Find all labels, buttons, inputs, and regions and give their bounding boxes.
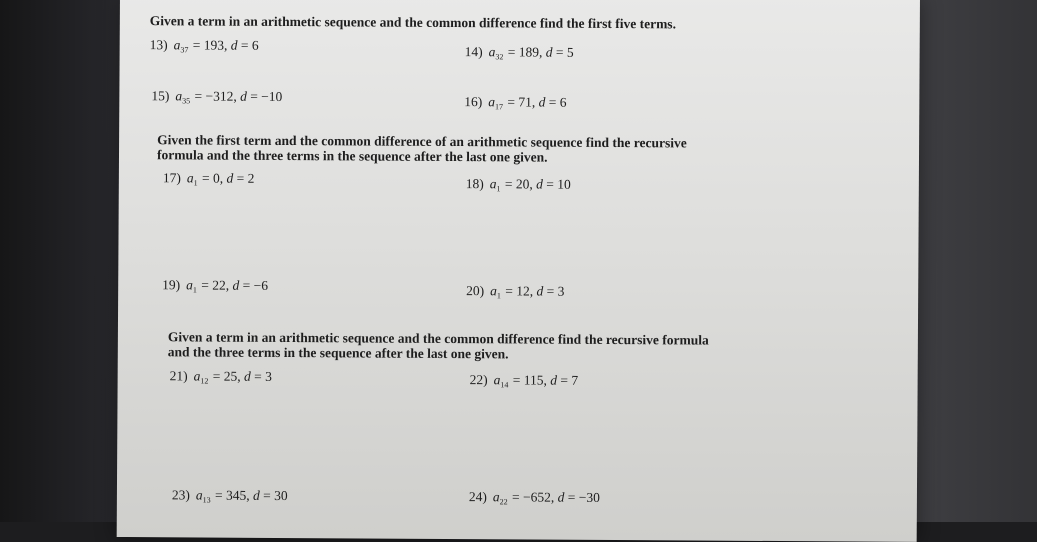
problem-number: 16) xyxy=(464,94,483,110)
problem-number: 21) xyxy=(169,368,188,384)
problem-14: 14) $a_{32} = 189$, d = 5 xyxy=(464,44,574,62)
problem-18: 18) $a_1 = 20$, d = 10 xyxy=(465,176,571,194)
problem-number: 19) xyxy=(162,277,181,293)
problem-19: 19) $a_1 = 22$, d = −6 xyxy=(162,277,269,295)
problem-16: 16) $a_{17} = 71$, d = 6 xyxy=(464,94,567,112)
problem-15: 15) $a_{35} = -312$, d = −10 xyxy=(151,88,283,106)
section-3-instruction: Given a term in an arithmetic sequence and the common difference find the recursive formula and the three terms in the sequence after the last one given. xyxy=(167,329,709,362)
problem-21: 21) $a_{12} = 25$, d = 3 xyxy=(169,368,272,386)
problem-number: 13) xyxy=(149,37,168,53)
problem-number: 17) xyxy=(162,170,181,186)
problem-number: 18) xyxy=(465,176,484,192)
problem-13: 13) $a_{37} = 193$, d = 6 xyxy=(149,37,259,55)
problem-20: 20) $a_1 = 12$, d = 3 xyxy=(466,283,565,301)
section-2-instruction: Given the first term and the common difference of an arithmetic sequence find the recursive formula and the three terms in the sequence after the last one given. xyxy=(156,132,687,165)
problem-number: 22) xyxy=(469,372,488,388)
problem-number: 24) xyxy=(468,489,487,505)
problem-17: 17) $a_1 = 0$, d = 2 xyxy=(162,170,255,188)
worksheet-page xyxy=(117,0,920,542)
problem-number: 14) xyxy=(464,44,483,60)
problem-number: 15) xyxy=(151,88,170,104)
problem-23: 23) $a_{13} = 345$, d = 30 xyxy=(171,487,288,505)
problem-number: 23) xyxy=(171,487,190,503)
problem-number: 20) xyxy=(466,283,485,299)
problem-22: 22) $a_{14} = 115$, d = 7 xyxy=(469,372,579,390)
problem-24: 24) $a_{22} = -652$, d = −30 xyxy=(468,489,600,507)
section-1-instruction: Given a term in an arithmetic sequence and the common difference find the first five terms. xyxy=(149,13,677,32)
